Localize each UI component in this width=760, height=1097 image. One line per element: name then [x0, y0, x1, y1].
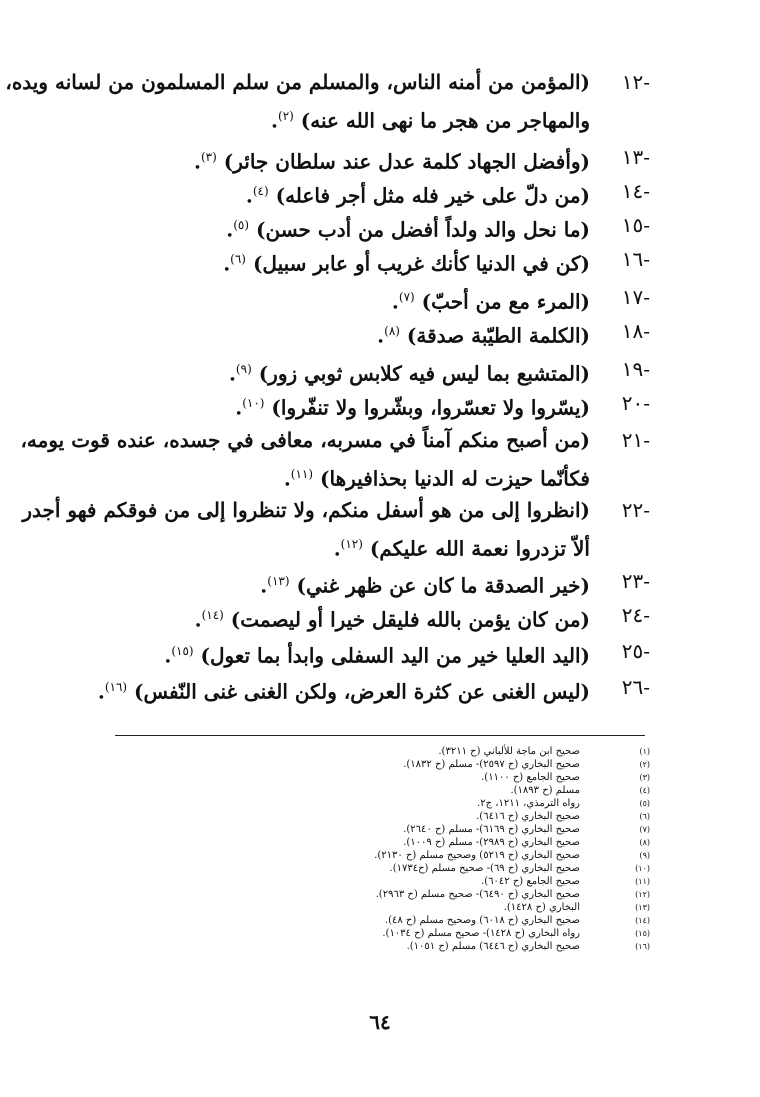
footnote-number: (١٢): [635, 890, 650, 899]
hadith-text: (كن في الدنيا كأنك غريب أو عابر سبيل): [252, 251, 590, 276]
footnote: [90, 927, 650, 940]
footnote-number: (١١): [635, 877, 650, 886]
footnote-number: (٢): [639, 760, 650, 769]
footnote-text: صحيح البخاري (ح ٦٠١٨) وصحيح مسلم (ح ٤٨).: [384, 915, 580, 926]
hadith-text: والمهاجر من هجر ما نهى الله عنه): [300, 108, 590, 133]
footnote-text: صحيح البخاري (ح ٢٩٨٩)- مسلم (ح ١٠٠٩).: [403, 837, 580, 848]
footnote-text: صحيح الجامع (ح ٦٠٤٢).: [481, 876, 580, 887]
footnote-number: (٦): [639, 812, 650, 821]
hadith-text: (الكلمة الطيّبة صدقة): [406, 323, 590, 348]
hadith-number: -٢٣: [621, 569, 650, 593]
hadith-22: [22, 493, 650, 566]
footnote-number: (١): [639, 747, 650, 756]
footnote: [90, 771, 650, 784]
hadith-13: [110, 140, 650, 179]
period: .: [226, 217, 234, 242]
period: .: [391, 289, 399, 314]
period: .: [164, 643, 172, 668]
footnote: [90, 797, 650, 810]
period: .: [245, 183, 253, 208]
period: .: [260, 573, 268, 598]
hadith-text-line: [110, 99, 590, 138]
footnote: [90, 758, 650, 771]
footnote-ref: (١٢): [340, 537, 363, 551]
footnote-text: صحيح البخاري (ح ٥٢١٩) وصحيح مسلم (ح ٢١٣٠).: [374, 850, 580, 861]
hadith-17: [110, 280, 650, 319]
footnote: [90, 914, 650, 927]
footnote-text: مسلم (ح ١٨٩٣).: [510, 785, 580, 796]
footnote-ref: (١٠): [242, 396, 265, 410]
footnote-number: (٩): [639, 851, 650, 860]
hadith-number: -٢١: [621, 428, 650, 452]
hadith-text-line: [110, 598, 590, 637]
hadith-text-line: [110, 314, 590, 353]
footnote-text: البخاري (ح ١٤٢٨).: [503, 902, 580, 913]
hadith-20: [110, 386, 650, 425]
footnote: [90, 810, 650, 823]
hadith-number: -١٩: [621, 357, 650, 381]
footnote-ref: (٥): [233, 218, 250, 232]
hadith-text: (اليد العليا خير من اليد السفلى وابدأ بما تعول): [200, 643, 590, 668]
footnote-ref: (١٦): [104, 680, 128, 694]
footnote: [90, 901, 650, 914]
hadith-text: (من دلّ على خير فله مثل أجر فاعله): [275, 183, 590, 208]
hadith-number: -١٣: [621, 145, 650, 169]
footnote-text: صحيح ابن ماجة للألباني (ح ٣٢١١).: [438, 746, 580, 757]
period: .: [223, 251, 231, 276]
hadith-23: [110, 564, 650, 603]
footnote-number: (١٠): [635, 864, 650, 873]
period: .: [194, 149, 201, 174]
footnote-number: (٨): [639, 838, 650, 847]
footnote-text: صحيح البخاري (ح ٢٥٩٧)- مسلم (ح ١٨٣٢).: [403, 759, 580, 770]
footnote: [90, 836, 650, 849]
footnote: [90, 823, 650, 836]
footnote-divider: [115, 735, 645, 736]
hadith-number: -٢٥: [621, 639, 650, 663]
footnote-text: صحيح البخاري (ح ٦٤٤٦) مسلم (ح ١٠٥١).: [406, 941, 580, 952]
hadith-text-line: [110, 174, 590, 213]
hadith-text-line: [110, 386, 590, 425]
hadith-text-line: [110, 564, 590, 603]
hadith-12: [5, 65, 650, 138]
hadith-text-line: [110, 140, 590, 179]
hadith-text-line: [110, 527, 590, 566]
footnotes: [90, 745, 650, 953]
hadith-text-line: [110, 457, 590, 496]
footnote-ref: (٧): [398, 290, 415, 304]
hadith-21: [20, 423, 650, 496]
period: .: [283, 466, 291, 491]
footnote: [90, 940, 650, 953]
footnote: [90, 849, 650, 862]
hadith-number: -٢٢: [621, 498, 650, 522]
hadith-text: (المتشبع بما ليس فيه كلابس ثوبي زور): [258, 361, 590, 386]
footnote: [90, 862, 650, 875]
footnote-ref: (٤): [252, 184, 269, 198]
footnote-number: (٥): [639, 799, 650, 808]
hadith-number: -٢٠: [621, 391, 650, 415]
hadith-text-line: [110, 352, 590, 391]
footnote-text: صحيح البخاري (ح ٦٤٩٠)- صحيح مسلم (ح ٢٩٦٣).: [375, 889, 580, 900]
footnote-number: (١٥): [635, 929, 650, 938]
period: .: [235, 395, 243, 420]
hadith-19: [110, 352, 650, 391]
footnote-ref: (١٥): [171, 644, 194, 658]
hadith-text: (من كان يؤمن بالله فليقل خيرا أو ليصمت): [230, 607, 590, 632]
footnote: [90, 745, 650, 758]
hadith-text: فكأنّما حيزت له الدنيا بحذافيرها): [320, 466, 590, 491]
hadith-text-line: [110, 242, 590, 281]
footnote: [90, 875, 650, 888]
footnote: [90, 888, 650, 901]
footnote-ref: (٢): [278, 109, 294, 123]
footnote-ref: (١٣): [267, 574, 290, 588]
footnote-number: (٧): [639, 825, 650, 834]
hadith-18: [110, 314, 650, 353]
footnote: [90, 784, 650, 797]
footnote-text: صحيح البخاري (ح ٦٤١٦).: [476, 811, 580, 822]
hadith-15: [110, 208, 650, 247]
footnote-text: رواه البخاري (ح ١٤٢٨)- صحيح مسلم (ح ١٠٣٤).: [382, 928, 580, 939]
page-number: ٦٤: [369, 1010, 391, 1034]
hadith-number: -٢٤: [621, 603, 650, 627]
hadith-text-line: (من أصبح منكم آمناً في مسربه، معافى في جسده، عنده قوت يومه،: [20, 428, 590, 452]
footnote-number: (٤): [639, 786, 650, 795]
hadith-text: (ليس الغنى عن كثرة العرض، ولكن الغنى غنى النّفس): [134, 679, 590, 704]
footnote-number: (١٦): [635, 942, 650, 951]
hadith-24: [110, 598, 650, 637]
hadith-25: [110, 634, 650, 673]
footnote-ref: (١٤): [201, 608, 224, 622]
hadith-text-line: (المؤمن من أمنه الناس، والمسلم من سلم المسلمون من لسانه ويده،: [5, 70, 590, 94]
period: .: [271, 108, 278, 133]
footnote-text: صحيح البخاري (ح ٦١٦٩)- مسلم (ح ٢٦٤٠).: [403, 824, 580, 835]
hadith-number: -١٦: [621, 247, 650, 271]
hadith-text-line: [110, 280, 590, 319]
footnote-ref: (٣): [200, 150, 217, 164]
footnote-ref: (٨): [384, 324, 400, 338]
hadith-text: (يسّروا ولا تعسّروا، وبشّروا ولا تنفّروا): [271, 395, 590, 420]
footnote-ref: (٦): [230, 252, 246, 266]
footnote-ref: (١١): [290, 467, 314, 481]
footnote-number: (٣): [639, 773, 650, 782]
period: .: [194, 607, 202, 632]
hadith-26: [97, 670, 650, 709]
footnote-text: رواه الترمذي، ١٢١١، ج٢.: [477, 798, 580, 809]
period: .: [97, 679, 105, 704]
hadith-text-line: [110, 634, 590, 673]
hadith-text: (خير الصدقة ما كان عن ظهر غني): [296, 573, 590, 598]
hadith-number: -١٢: [621, 70, 650, 94]
hadith-number: -١٥: [621, 213, 650, 237]
footnote-text: صحيح الجامع (ح ١١٠٠).: [481, 772, 580, 783]
hadith-14: [110, 174, 650, 213]
hadith-text: (وأفضل الجهاد كلمة عدل عند سلطان جائر): [223, 149, 590, 174]
hadith-text: ألاّ تزدروا نعمة الله عليكم): [369, 536, 590, 561]
footnote-text: صحيح البخاري (ح ٦٩)- صحيح مسلم (ح١٧٣٤).: [389, 863, 580, 874]
period: .: [228, 361, 236, 386]
hadith-text: (ما نحل والد ولداً أفضل من أدب حسن): [256, 217, 590, 242]
period: .: [333, 536, 341, 561]
footnote-ref: (٩): [235, 362, 252, 376]
hadith-text-line: [110, 208, 590, 247]
hadith-16: [110, 242, 650, 281]
hadith-number: -١٤: [621, 179, 650, 203]
hadith-number: -١٨: [621, 319, 650, 343]
hadith-text: (المرء مع من أحبّ): [421, 289, 590, 314]
hadith-number: -٢٦: [621, 675, 650, 699]
footnote-number: (١٣): [635, 903, 650, 912]
hadith-number: -١٧: [621, 285, 650, 309]
hadith-text-line: (انظروا إلى من هو أسفل منكم، ولا تنظروا إلى من فوقكم فهو أجدر: [22, 498, 590, 522]
footnote-number: (١٤): [635, 916, 650, 925]
hadith-text-line: [97, 670, 590, 709]
period: .: [377, 323, 385, 348]
